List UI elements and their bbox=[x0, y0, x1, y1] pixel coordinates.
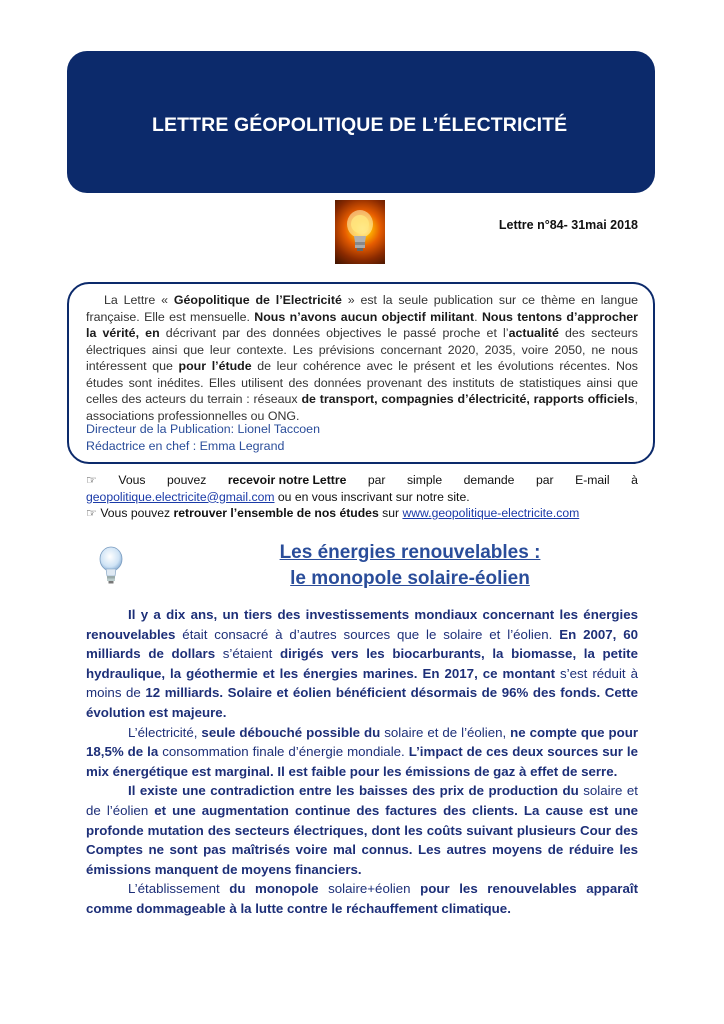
pointing-hand-icon: ☞ bbox=[86, 506, 97, 520]
article-paragraph: Il y a dix ans, un tiers des investissements mondiaux concernant les énergies renouvelables était consacré à d’autres sources que le solaire et l’éolien. En 2007, 60 milliards de dollars s’étaient dirigés vers les biocarburants, la biomasse, la petite hydraulique, la géothermie et les énergies marines. En 2017, ce montant s’est réduit à moins de 12 milliards. Solaire et éolien bénéficient désormais de 96% des fonds. Cette évolution est majeure. bbox=[86, 607, 639, 720]
article-paragraph: L’établissement du monopole solaire+éolien pour les renouvelables apparaît comme dommageable à la lutte contre le réchauffement climatique. bbox=[86, 881, 638, 916]
page-title: LETTRE GÉOPOLITIQUE DE L’ÉLECTRICITÉ bbox=[152, 114, 568, 136]
lightbulb-globe-image bbox=[335, 200, 385, 264]
credits bbox=[86, 421, 320, 455]
article-paragraph: Il existe une contradiction entre les baisses des prix de production du solaire et de l’éolien et une augmentation continue des factures des clients. La cause est une profonde mutation des secteurs électriques, dont les coûts suivant plusieurs Cour des Comptes ne sont pas maîtrisés voire mal connus. Les autres moyens de réduire les émissions manquent de moyens financiers. bbox=[86, 783, 638, 877]
lightbulb-icon bbox=[97, 546, 125, 586]
header-banner bbox=[67, 51, 655, 193]
article-paragraph: L’électricité, seule débouché possible du solaire et de l’éolien, ne compte que pour 18,5% de la consommation finale d’énergie mondiale. L’impact de ces deux sources sur le mix énergétique est marginal. Il est faible pour les émissions de gaz à effet de serre. bbox=[86, 724, 638, 779]
pointing-hand-icon: ☞ bbox=[86, 473, 97, 487]
issue-number-date: Lettre n°84- 31mai 2018 bbox=[498, 218, 638, 232]
article-body bbox=[86, 605, 638, 919]
editor-in-chief: Rédactrice en chef : Emma Legrand bbox=[86, 439, 285, 453]
email-link[interactable]: geopolitique.electricite@gmail.com bbox=[86, 489, 275, 504]
subscription-info bbox=[86, 472, 638, 522]
website-line: ☞ Vous pouvez retrouver l’ensemble de nos études sur www.geopolitique-electricite.com bbox=[86, 506, 580, 520]
subscribe-line: ☞ Vous pouvez recevoir notre Lettre par simple demande par E-mail à bbox=[86, 473, 638, 487]
email-line: geopolitique.electricite@gmail.com ou en vous inscrivant sur notre site. bbox=[86, 489, 470, 504]
lightbulb-icon bbox=[335, 200, 385, 264]
article-title: Les énergies renouvelables : le monopole solaire-éolien bbox=[279, 542, 541, 589]
website-link[interactable]: www.geopolitique-electricite.com bbox=[402, 506, 580, 520]
publication-director: Directeur de la Publication: Lionel Taccoen bbox=[86, 422, 320, 436]
intro-paragraph: La Lettre « Géopolitique de l’Electricité » est la seule publication sur ce thème en langue française. Elle est mensuelle. Nous n’avons aucun objectif militant. Nous tentons d’approcher la vérité, en décrivant par des données objectives le passé proche et l’actualité des secteurs électriques ainsi que leur contexte. Les prévisions concernant 2020, 2035, voire 2050, ne nous intéressent que pour l’étude de leur cohérence avec le présent et les évolutions récentes. Nos études sont inédites. Elles utilisent des données provenant des instituts de statistiques ainsi que celles des acteurs du terrain : réseaux de transport, compagnies d’électricité, rapports officiels, associations professionnelles ou ONG. bbox=[86, 293, 638, 423]
